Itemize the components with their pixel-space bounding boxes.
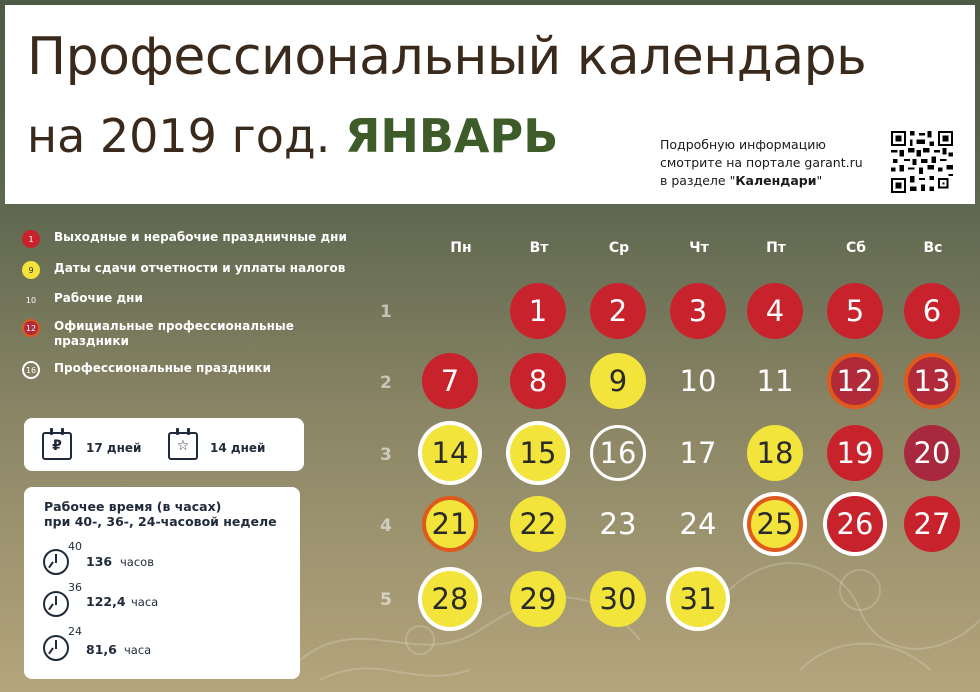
hours-unit: часов <box>120 555 154 569</box>
hours-unit: часа <box>124 643 152 657</box>
work-time-title: Рабочее время (в часах) при 40-, 36-, 24-часовой неделе <box>44 499 277 529</box>
calendar-day[interactable]: 18 <box>747 425 803 481</box>
week-number: 1 <box>380 302 392 322</box>
legend-marker: 10 <box>25 295 37 305</box>
calendar-day[interactable]: 26 <box>827 496 883 552</box>
legend-item-official <box>22 319 304 349</box>
title-month: ЯНВАРЬ <box>344 109 559 163</box>
weekday-header: Сб <box>845 240 867 256</box>
calendar-day[interactable]: 2 <box>590 283 646 339</box>
weekday-header: Чт <box>689 240 709 256</box>
legend-marker: 9 <box>22 261 40 279</box>
hours-value: 122,4 <box>86 594 126 609</box>
weekday-header: Пт <box>766 240 786 256</box>
calendar-day[interactable]: 12 <box>827 353 883 409</box>
legend-label: Рабочие дни <box>54 291 143 305</box>
hours-unit: часа <box>131 595 159 609</box>
legend-item-off <box>22 230 347 248</box>
legend-marker: 1 <box>22 230 40 248</box>
title-year: на 2019 год. <box>27 109 331 163</box>
info-line: в разделе "Календари" <box>660 173 823 188</box>
hours-value: 81,6 <box>86 642 117 657</box>
weekday-header: Ср <box>608 240 630 256</box>
weekday-header: Вт <box>529 240 549 256</box>
calendar-day[interactable]: 29 <box>510 571 566 627</box>
calendar-day[interactable]: 10 <box>679 364 717 398</box>
calendar-day[interactable]: 22 <box>510 496 566 552</box>
calendar-day[interactable]: 30 <box>590 571 646 627</box>
calendar-day[interactable]: 27 <box>904 496 960 552</box>
legend-item-work <box>22 291 143 309</box>
calendar-day[interactable]: 5 <box>827 283 883 339</box>
week-hours: 24 <box>68 625 82 638</box>
info-line: Подробную информацию <box>660 137 826 152</box>
calendar-day[interactable]: 17 <box>679 436 717 470</box>
info-text <box>660 136 863 190</box>
qr-code-icon[interactable] <box>891 131 953 193</box>
ruble-calendar-icon: ₽ <box>42 432 72 460</box>
star-calendar-icon: ☆ <box>168 432 198 460</box>
calendar-day[interactable]: 21 <box>422 496 478 552</box>
days-off-count: 14 дней <box>210 441 266 455</box>
week-hours: 36 <box>68 581 82 594</box>
calendar-day[interactable]: 13 <box>904 353 960 409</box>
calendar-day[interactable]: 25 <box>747 496 803 552</box>
page-subtitle <box>27 109 558 163</box>
calendar-day[interactable]: 4 <box>747 283 803 339</box>
calendar-day[interactable]: 8 <box>510 353 566 409</box>
calendar-day[interactable]: 23 <box>599 507 637 541</box>
calendar-day[interactable]: 11 <box>756 364 794 398</box>
legend-label: Выходные и нерабочие праздничные дни <box>54 230 347 244</box>
calendar-day[interactable]: 3 <box>670 283 726 339</box>
week-number: 5 <box>380 590 392 610</box>
clock-icon <box>43 635 69 661</box>
calendar-day[interactable]: 24 <box>679 507 717 541</box>
work-time-card <box>24 487 300 679</box>
info-line: смотрите на портале garant.ru <box>660 155 863 170</box>
working-days-count: 17 дней <box>86 441 142 455</box>
legend-label: Даты сдачи отчетности и уплаты налогов <box>54 261 346 275</box>
calendar-day[interactable]: 31 <box>670 571 726 627</box>
calendar-day[interactable]: 20 <box>904 425 960 481</box>
clock-icon <box>43 591 69 617</box>
calendar-day[interactable]: 9 <box>590 353 646 409</box>
page-title: Профессиональный календарь <box>27 27 867 87</box>
legend-label: Официальные профессиональные праздники <box>54 319 294 348</box>
weekday-header: Пн <box>450 240 472 256</box>
calendar-day[interactable]: 15 <box>510 425 566 481</box>
week-number: 2 <box>380 373 392 393</box>
week-hours: 40 <box>68 540 82 553</box>
legend-label: Профессиональные праздники <box>54 361 271 375</box>
weekday-header: Вс <box>923 240 943 256</box>
hours-value: 136 <box>86 554 113 569</box>
calendar-day[interactable]: 6 <box>904 283 960 339</box>
info-link-calendars[interactable]: Календари <box>735 173 817 188</box>
calendar-day[interactable]: 14 <box>422 425 478 481</box>
legend-marker: 16 <box>22 361 40 379</box>
days-summary-card <box>24 418 304 471</box>
legend-item-prof <box>22 361 271 379</box>
legend-item-report <box>22 261 345 279</box>
clock-icon <box>43 549 69 575</box>
calendar-day[interactable]: 7 <box>422 353 478 409</box>
calendar-day[interactable]: 16 <box>590 425 646 481</box>
week-number: 3 <box>380 445 392 465</box>
header <box>5 5 975 204</box>
legend-marker: 12 <box>22 319 40 337</box>
calendar-day[interactable]: 19 <box>827 425 883 481</box>
calendar-day[interactable]: 28 <box>422 571 478 627</box>
calendar-day[interactable]: 1 <box>510 283 566 339</box>
week-number: 4 <box>380 516 392 536</box>
